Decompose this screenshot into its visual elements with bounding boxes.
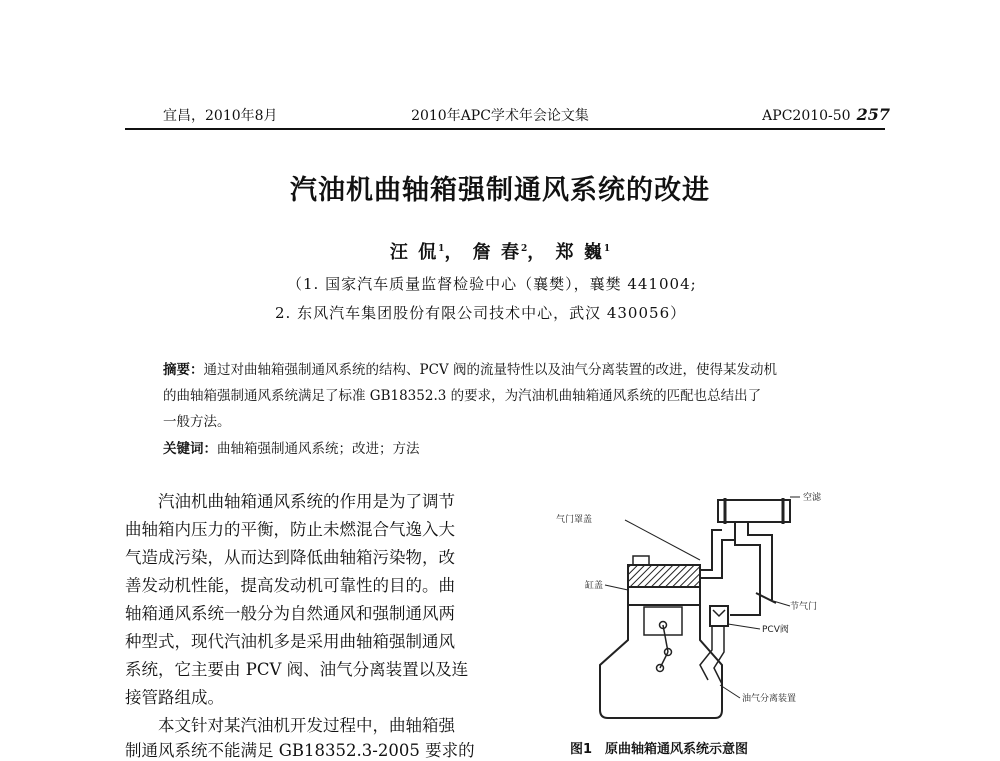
cylinder-head: [628, 587, 700, 605]
label-pcv: PCV阀: [762, 625, 789, 635]
body-line: 曲轴箱内压力的平衡，防止未燃混合气逸入大: [125, 520, 455, 539]
vent-pipe: [700, 540, 735, 578]
body-line: 气造成污染，从而达到降低曲轴箱污染物，改: [125, 548, 455, 567]
keywords-label: 关键词：: [163, 441, 217, 457]
valve-cover: [628, 565, 700, 587]
leader-line: [770, 600, 790, 606]
body-line: 种型式，现代汽油机多是采用曲轴箱强制通风: [125, 632, 455, 651]
author-affiliation-mark: 1: [603, 244, 611, 254]
label-throttle: 节气门: [790, 602, 818, 612]
header-center: 2010年APC学术年会论文集: [411, 108, 589, 124]
header-left: 宜昌，2010年8月: [163, 108, 278, 124]
connecting-rod: [660, 652, 668, 668]
label-valve-cover: 气门罩盖: [556, 515, 593, 525]
header-right: [762, 105, 890, 124]
header-rule: [125, 128, 885, 130]
paper-id: APC2010-50: [762, 108, 851, 124]
figure-caption: 图1 原曲轴箱通风系统示意图: [570, 742, 749, 757]
affiliation-line: （1. 国家汽车质量监督检验中心（襄樊），襄樊 441004;: [287, 275, 697, 293]
body-line: 制通风系统不能满足 GB18352.3-2005 要求的: [125, 741, 475, 760]
author-affiliation-mark: 1: [438, 244, 445, 254]
affiliation-line: 2. 东风汽车集团股份有限公司技术中心，武汉 430056）: [275, 304, 687, 322]
air-filter-box: [718, 500, 790, 522]
body-line: 接管路组成。: [125, 688, 224, 707]
paper-title: 汽油机曲轴箱强制通风系统的改进: [290, 175, 710, 206]
keywords-text: 曲轴箱强制通风系统；改进；方法: [217, 441, 420, 457]
leader-line: [605, 585, 628, 590]
body-line: 善发动机性能，提高发动机可靠性的目的。曲: [125, 576, 455, 595]
cap: [633, 556, 649, 565]
abstract-line: 一般方法。: [163, 414, 231, 430]
label-separator: 油气分离装置: [742, 694, 797, 704]
intake-manifold: [730, 600, 760, 615]
label-air-filter: 空滤: [803, 493, 822, 503]
vent-pipe: [700, 530, 722, 570]
body-line: 汽油机曲轴箱通风系统的作用是为了调节: [125, 492, 455, 511]
author-name: 郑 巍: [555, 242, 604, 263]
body-line: 本文针对某汽油机开发过程中，曲轴箱强: [125, 716, 455, 735]
abstract-line: 摘要：通过对曲轴箱强制通风系统的结构、PCV 阀的流量特性以及油气分离装置的改进，使得某发动机: [163, 362, 777, 378]
body-line: 轴箱通风系统一般分为自然通风和强制通风两: [125, 604, 455, 623]
leader-line: [728, 624, 760, 629]
leader-line: [625, 520, 700, 560]
label-cylinder-head: 缸盖: [585, 581, 604, 591]
page-number: 257: [856, 105, 890, 124]
abstract-line: 的曲轴箱强制通风系统满足了标准 GB18352.3 的要求，为汽油机曲轴箱通风系统的匹配也总结出了: [163, 388, 762, 404]
body-line: 系统，它主要由 PCV 阀、油气分离装置以及连: [125, 660, 469, 679]
author-name: 詹 春: [472, 242, 521, 263]
ventilation-schematic-figure: [540, 480, 870, 720]
pcv-valve-spring: [713, 610, 725, 616]
author-name: 汪 侃: [389, 242, 439, 263]
separator-passage: [700, 626, 712, 680]
abstract-label: 摘要：: [163, 362, 204, 378]
author-list: 汪 侃$^1$， 詹 春$^2$， 郑 巍$^1$: [389, 242, 611, 263]
author-affiliation-mark: 2: [521, 244, 528, 254]
keywords-line: [163, 437, 420, 457]
